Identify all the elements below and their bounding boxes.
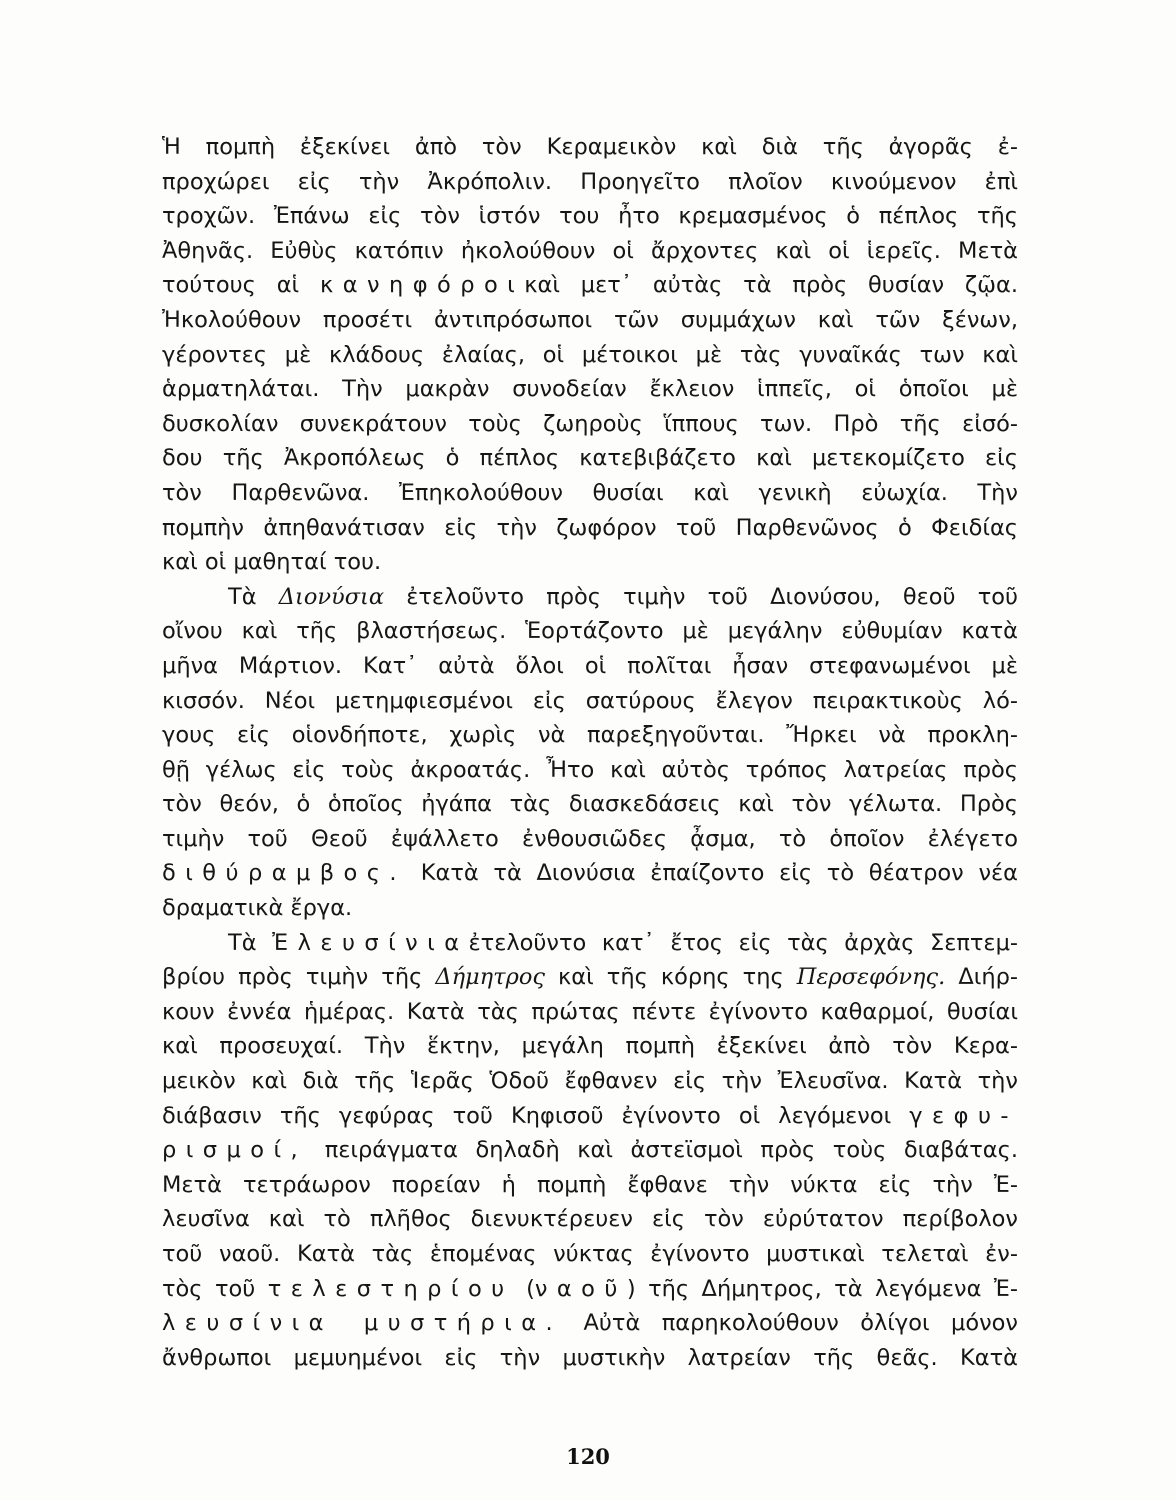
text-run: ἁρματηλάται. Τὴν μακρὰν συνοδείαν ἔκλειον ἱππεῖς, οἱ ὁποῖοι μὲ	[162, 376, 1018, 403]
text-run: Τὰ	[228, 583, 279, 610]
text-line	[162, 234, 1018, 269]
italic-term: Περσεφόνης.	[796, 964, 946, 991]
text-line	[162, 995, 1018, 1030]
spaced-term: γεφυ-	[909, 1102, 1018, 1129]
text-line	[162, 268, 1018, 303]
text-run: διάβασιν τῆς γεφύρας τοῦ Κηφισοῦ ἐγίνοντο οἱ λεγόμενοι	[162, 1102, 910, 1129]
text-line	[162, 822, 1018, 857]
text-run: Μετὰ τετράωρον πορείαν ἡ πομπὴ ἔφθανε τὴν νύκτα εἰς τὴν Ἐ-	[162, 1171, 1018, 1198]
text-line	[162, 718, 1018, 753]
text-run: πειράγματα δηλαδὴ καὶ ἀστεϊσμοὶ πρὸς τοὺς διαβάτας.	[307, 1137, 1018, 1164]
text-line	[162, 303, 1018, 338]
text-line	[162, 856, 1018, 891]
text-line	[162, 891, 1018, 926]
text-run: καὶ προσευχαί. Τὴν ἕκτην, μεγάλη πομπὴ ἐξεκίνει ἀπὸ τὸν Κερα-	[162, 1033, 1018, 1060]
text-run: δου τῆς Ἀκροπόλεως ὁ πέπλος κατεβιβάζετο καὶ μετεκομίζετο εἰς	[162, 445, 1018, 472]
text-run: καὶ μετ᾽ αὐτὰς τὰ πρὸς θυσίαν ζῷα.	[524, 272, 1018, 299]
text-run: θῇ γέλως εἰς τοὺς ἀκροατάς. Ἦτο καὶ αὐτὸς τρόπος λατρείας πρὸς	[162, 756, 1018, 783]
text-line	[162, 1029, 1018, 1064]
text-line	[162, 614, 1018, 649]
text-run: Κατὰ τὰ Διονύσια ἐπαίζοντο εἰς τὸ θέατρον νέα	[406, 860, 1018, 887]
text-run: καὶ τῆς κόρης της	[544, 964, 797, 991]
spaced-term: Ἐλευσίνια	[272, 929, 469, 956]
text-run: τροχῶν. Ἐπάνω εἰς τὸν ἱστόν του ἦτο κρεμασμένος ὁ πέπλος τῆς	[162, 203, 1018, 230]
text-run: Ἀθηνᾶς. Εὐθὺς κατόπιν ἠκολούθουν οἱ ἄρχοντες καὶ οἱ ἱερεῖς. Μετὰ	[162, 237, 1018, 264]
page-number: 120	[566, 1444, 610, 1469]
spaced-term: ρισμοί,	[162, 1137, 308, 1164]
text-line	[162, 1306, 1018, 1341]
text-run: τιμὴν τοῦ Θεοῦ ἐψάλλετο ἐνθουσιῶδες ᾆσμα, τὸ ὁποῖον ἐλέγετο	[162, 825, 1018, 852]
text-run: τούτους αἱ	[162, 272, 320, 299]
text-line	[162, 372, 1018, 407]
text-run: καὶ οἱ μαθηταί του.	[162, 549, 382, 576]
text-line	[162, 338, 1018, 373]
text-run: λευσῖνα καὶ τὸ πλῆθος διενυκτέρευεν εἰς τὸν εὐρύτατον περίβολον	[162, 1206, 1018, 1233]
text-line	[162, 1202, 1018, 1237]
text-line	[162, 1099, 1018, 1134]
text-line	[162, 1272, 1018, 1307]
text-run: κισσόν. Νέοι μετημφιεσμένοι εἰς σατύρους ἔλεγον πειρακτικοὺς λό-	[162, 687, 1018, 714]
text-line	[162, 545, 1018, 580]
text-line	[162, 407, 1018, 442]
text-run: γέροντες μὲ κλάδους ἐλαίας, οἱ μέτοικοι μὲ τὰς γυναῖκάς των καὶ	[162, 341, 1018, 368]
text-line	[162, 926, 1018, 961]
text-line	[162, 580, 1018, 615]
text-run: τοῦ ναοῦ. Κατὰ τὰς ἑπομένας νύκτας ἐγίνοντο μυστικαὶ τελεταὶ ἐν-	[162, 1241, 1018, 1267]
text-line	[162, 130, 1018, 165]
text-line	[162, 1341, 1018, 1376]
text-run: τὸν Παρθενῶνα. Ἐπηκολούθουν θυσίαι καὶ γενικὴ εὐωχία. Τὴν	[162, 479, 1018, 506]
text-run: ἐτελοῦντο πρὸς τιμὴν τοῦ Διονύσου, θεοῦ τοῦ	[384, 583, 1018, 610]
text-line	[162, 476, 1018, 511]
text-run: ) τῆς Δήμητρος, τὰ λεγόμενα Ἐ-	[626, 1275, 1018, 1302]
text-run: κουν ἐννέα ἡμέρας. Κατὰ τὰς πρώτας πέντε ἐγίνοντο καθαρμοί, θυσίαι	[162, 998, 1018, 1025]
text-run: Ἠκολούθουν προσέτι ἀντιπρόσωποι τῶν συμμάχων καὶ τῶν ξένων,	[162, 306, 1018, 333]
spaced-term: κανηφόροι	[320, 272, 525, 299]
text-run: δραματικὰ ἔργα.	[162, 895, 353, 922]
text-run: ἄνθρωποι μεμυημένοι εἰς τὴν μυστικὴν λατρείαν τῆς θεᾶς. Κατὰ	[162, 1344, 1018, 1371]
text-line	[162, 787, 1018, 822]
spaced-term: ναοῦ	[534, 1275, 627, 1302]
text-line	[162, 1133, 1018, 1168]
text-run: τὸς τοῦ	[162, 1275, 268, 1302]
text-run: τὸν θεόν, ὁ ὁποῖος ἠγάπα τὰς διασκεδάσεις καὶ τὸν γέλωτα. Πρὸς	[162, 791, 1018, 818]
text-run: (	[513, 1275, 535, 1302]
text-run: προχώρει εἰς τὴν Ἀκρόπολιν. Προηγεῖτο πλοῖον κινούμενον ἐπὶ	[162, 168, 1018, 195]
text-line	[162, 511, 1018, 546]
body-text	[162, 130, 1018, 1375]
text-line	[162, 1064, 1018, 1099]
text-line	[162, 1168, 1018, 1203]
text-run: βρίου πρὸς τιμὴν τῆς	[162, 964, 436, 991]
text-run: Διήρ-	[945, 964, 1018, 991]
text-run: δυσκολίαν συνεκράτουν τοὺς ζωηροὺς ἵππους των. Πρὸ τῆς εἰσό-	[162, 410, 1018, 437]
text-run: Αὐτὰ παρηκολούθουν ὀλίγοι μόνον	[562, 1310, 1018, 1337]
text-run: πομπὴν ἀπηθανάτισαν εἰς τὴν ζωφόρον τοῦ Παρθενῶνος ὁ Φειδίας	[162, 514, 1018, 541]
text-run: ἐτελοῦντο κατ᾽ ἔτος εἰς τὰς ἀρχὰς Σεπτεμ-	[468, 929, 1018, 956]
text-line	[162, 165, 1018, 200]
text-line	[162, 684, 1018, 719]
text-line	[162, 199, 1018, 234]
text-line	[162, 649, 1018, 684]
spaced-term: διθύραμβος.	[162, 860, 407, 887]
text-line	[162, 1237, 1018, 1272]
text-run: Τὰ	[228, 929, 273, 956]
text-run: μεικὸν καὶ διὰ τῆς Ἱερᾶς Ὁδοῦ ἔφθανεν εἰς τὴν Ἐλευσῖνα. Κατὰ τὴν	[162, 1068, 1018, 1095]
text-run: Ἡ πομπὴ ἐξεκίνει ἀπὸ τὸν Κεραμεικὸν καὶ διὰ τῆς ἀγορᾶς ἐ-	[162, 134, 1018, 160]
spaced-term: τελεστηρίου	[267, 1275, 514, 1302]
text-run: γους εἰς οἱονδήποτε, χωρὶς νὰ παρεξηγοῦνται. Ἤρκει νὰ προκλη-	[162, 722, 1018, 749]
italic-term: Δήμητρος	[435, 964, 545, 991]
spaced-term: λευσίνια μυστήρια.	[162, 1310, 563, 1337]
text-run: μῆνα Μάρτιον. Κατ᾽ αὐτὰ ὅλοι οἱ πολῖται ἦσαν στεφανωμένοι μὲ	[162, 652, 1018, 679]
text-line	[162, 441, 1018, 476]
text-line	[162, 960, 1018, 995]
italic-term: Διονύσια	[278, 583, 385, 610]
text-run: οἴνου καὶ τῆς βλαστήσεως. Ἑορτάζοντο μὲ μεγάλην εὐθυμίαν κατὰ	[162, 618, 1018, 645]
text-line	[162, 753, 1018, 788]
